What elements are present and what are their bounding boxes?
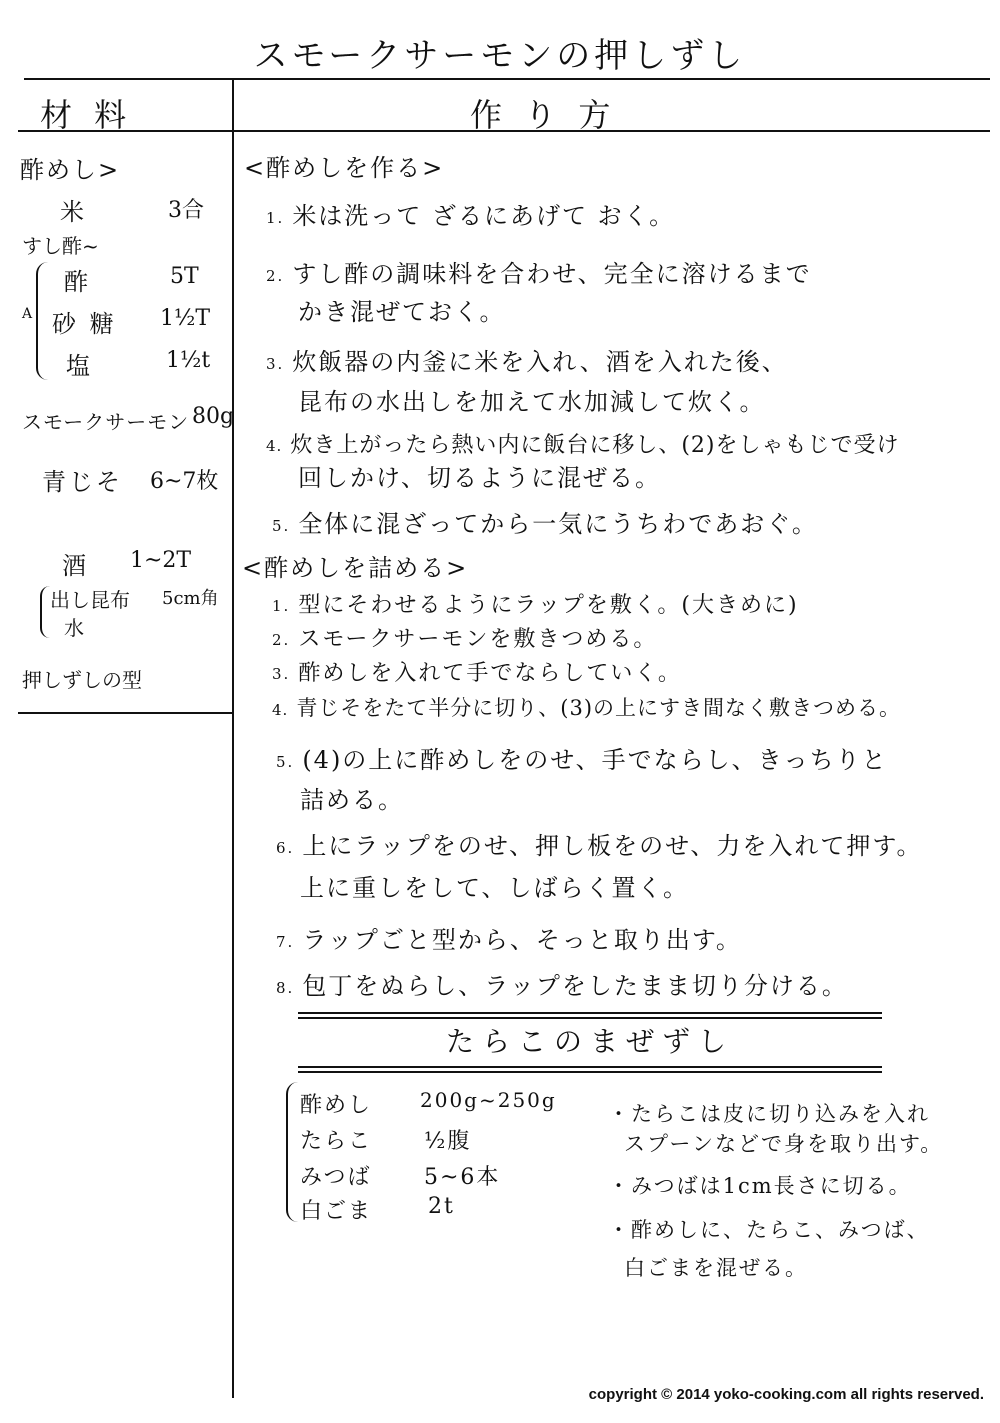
ingredient-rice-name: 米 bbox=[60, 198, 87, 226]
step1-3 bbox=[266, 342, 788, 377]
step-number: 1. bbox=[272, 597, 291, 615]
tarako-note-3-cont: 白ごまを混ぜる。 bbox=[624, 1256, 808, 1280]
tarako-ing-4-qty: 2t bbox=[428, 1194, 455, 1219]
step-number: 5. bbox=[276, 752, 295, 771]
tarako-bottom-rule-1 bbox=[298, 1066, 882, 1068]
step-text: (4)の上に酢めしをのせ、手でならし、きっちりと bbox=[302, 746, 888, 774]
step2-5-cont: 詰める。 bbox=[300, 786, 404, 814]
header-top-rule bbox=[24, 78, 990, 80]
ingredient-salmon-name: スモークサーモン bbox=[22, 410, 190, 434]
step2-4 bbox=[272, 692, 901, 722]
step-number: 6. bbox=[276, 838, 295, 857]
ingredient-shiso-name: 青じそ bbox=[42, 468, 123, 496]
step-number: 3. bbox=[272, 665, 291, 683]
step-text: 炊き上がったら熱い内に飯台に移し、(2)をしゃもじで受け bbox=[290, 433, 900, 458]
ingredient-shiso-qty: 6~7枚 bbox=[150, 469, 219, 494]
tarako-note-1: ・たらこは皮に切り込みを入れ bbox=[608, 1102, 930, 1126]
kombu-brace bbox=[40, 586, 50, 638]
tarako-note-3: ・酢めしに、たらこ、みつば、 bbox=[608, 1218, 930, 1242]
step-text: スモークサーモンを敷きつめる。 bbox=[298, 627, 658, 652]
step2-5 bbox=[276, 740, 888, 775]
step-number: 7. bbox=[276, 932, 295, 951]
method-header: 作 り 方 bbox=[470, 96, 617, 134]
tarako-top-rule-2 bbox=[298, 1017, 882, 1019]
step-number: 4. bbox=[272, 700, 289, 719]
step1-2 bbox=[266, 254, 812, 289]
ingredient-sugar-name: 砂 糖 bbox=[52, 310, 117, 338]
ingredient-salt-qty: 1½t bbox=[166, 348, 211, 373]
step-number: 4. bbox=[266, 437, 283, 455]
column-divider bbox=[232, 78, 234, 1398]
tarako-ing-3-name: みつば bbox=[300, 1165, 372, 1190]
step-text: 全体に混ざってから一気にうちわであおぐ。 bbox=[298, 510, 818, 538]
ingredient-water-name: 水 bbox=[64, 616, 84, 640]
tarako-ing-2-qty: ½腹 bbox=[424, 1129, 472, 1154]
step2-3 bbox=[272, 656, 682, 687]
group-label-a: A bbox=[22, 306, 33, 322]
tarako-bottom-rule-2 bbox=[298, 1071, 882, 1073]
step-text: 型にそわせるようにラップを敷く。(大きめに) bbox=[298, 593, 799, 618]
ingredient-kombu-name: 出し昆布 bbox=[50, 588, 130, 612]
section1-heading: <酢めしを作る> bbox=[244, 154, 445, 182]
step1-2-cont: かき混ぜておく。 bbox=[298, 298, 506, 326]
step1-3-cont: 昆布の水出しを加えて水加減して炊く。 bbox=[298, 388, 766, 416]
tarako-ing-1-qty: 200g~250g bbox=[420, 1088, 557, 1112]
sushizu-brace bbox=[36, 262, 48, 380]
step2-6-cont: 上に重しをして、しばらく置く。 bbox=[300, 874, 690, 902]
step-text: 包丁をぬらし、ラップをしたまま切り分ける。 bbox=[302, 972, 848, 1000]
step-text: 炊飯器の内釜に米を入れ、酒を入れた後、 bbox=[292, 348, 788, 376]
step-text: 米は洗って ざるにあげて おく。 bbox=[292, 202, 676, 230]
step2-2 bbox=[272, 622, 657, 653]
step2-1 bbox=[272, 588, 799, 619]
tarako-ing-1-name: 酢めし bbox=[300, 1093, 373, 1118]
ingredient-vinegar-name: 酢 bbox=[64, 268, 91, 296]
section2-heading: <酢めしを詰める> bbox=[242, 554, 469, 582]
ingredient-sugar-qty: 1½T bbox=[160, 306, 210, 331]
sumeshi-heading: 酢めし> bbox=[20, 156, 121, 184]
step-number: 5. bbox=[272, 516, 291, 535]
step2-8 bbox=[276, 966, 848, 1001]
ingredient-sake-qty: 1~2T bbox=[130, 548, 192, 573]
ingredient-sake-name: 酒 bbox=[62, 552, 89, 580]
step-number: 3. bbox=[266, 354, 285, 373]
ingredient-kombu-qty: 5cm角 bbox=[162, 588, 219, 609]
step2-7 bbox=[276, 920, 742, 955]
step-text: 上にラップをのせ、押し板をのせ、力を入れて押す。 bbox=[302, 832, 923, 860]
step1-1 bbox=[266, 196, 675, 231]
tarako-note-1-cont: スプーンなどで身を取り出す。 bbox=[624, 1132, 944, 1156]
tarako-ing-4-name: 白ごま bbox=[300, 1199, 373, 1224]
ingredient-rice-qty: 3合 bbox=[168, 198, 204, 223]
step-text: ラップごと型から、そっと取り出す。 bbox=[302, 926, 742, 954]
tarako-top-rule-1 bbox=[298, 1012, 882, 1014]
page-title: スモークサーモンの押しずし bbox=[253, 36, 747, 76]
ingredients-header: 材 料 bbox=[40, 96, 133, 134]
tarako-ing-3-qty: 5~6本 bbox=[424, 1165, 501, 1190]
step-text: すし酢の調味料を合わせ、完全に溶けるまで bbox=[292, 260, 812, 288]
tarako-note-2: ・みつばは1cm長さに切る。 bbox=[608, 1174, 912, 1198]
step-text: 酢めしを入れて手でならしていく。 bbox=[298, 661, 682, 686]
step1-4 bbox=[266, 428, 899, 459]
step1-4-cont: 回しかけ、切るように混ぜる。 bbox=[298, 464, 662, 492]
step-number: 2. bbox=[266, 266, 285, 285]
sushizu-heading: すし酢~ bbox=[22, 234, 99, 258]
step-number: 2. bbox=[272, 631, 291, 649]
step2-6 bbox=[276, 826, 922, 861]
step-number: 1. bbox=[266, 208, 285, 227]
ingredient-salt-name: 塩 bbox=[66, 352, 93, 380]
copyright-footer: copyright © 2014 yoko-cooking.com all rights reserved. bbox=[588, 1386, 984, 1403]
step-text: 青じそをたて半分に切り、(3)の上にすき間なく敷きつめる。 bbox=[296, 696, 902, 720]
tarako-ing-2-name: たらこ bbox=[300, 1129, 373, 1154]
tarako-title: たらこのまぜずし bbox=[445, 1025, 734, 1058]
step1-5 bbox=[272, 504, 818, 539]
tarako-brace bbox=[286, 1082, 298, 1222]
mid-rule bbox=[18, 712, 232, 714]
ingredient-mold-name: 押しずしの型 bbox=[22, 668, 142, 692]
step-number: 8. bbox=[276, 978, 295, 997]
ingredient-vinegar-qty: 5T bbox=[170, 264, 199, 289]
ingredient-salmon-qty: 80g bbox=[192, 404, 235, 429]
